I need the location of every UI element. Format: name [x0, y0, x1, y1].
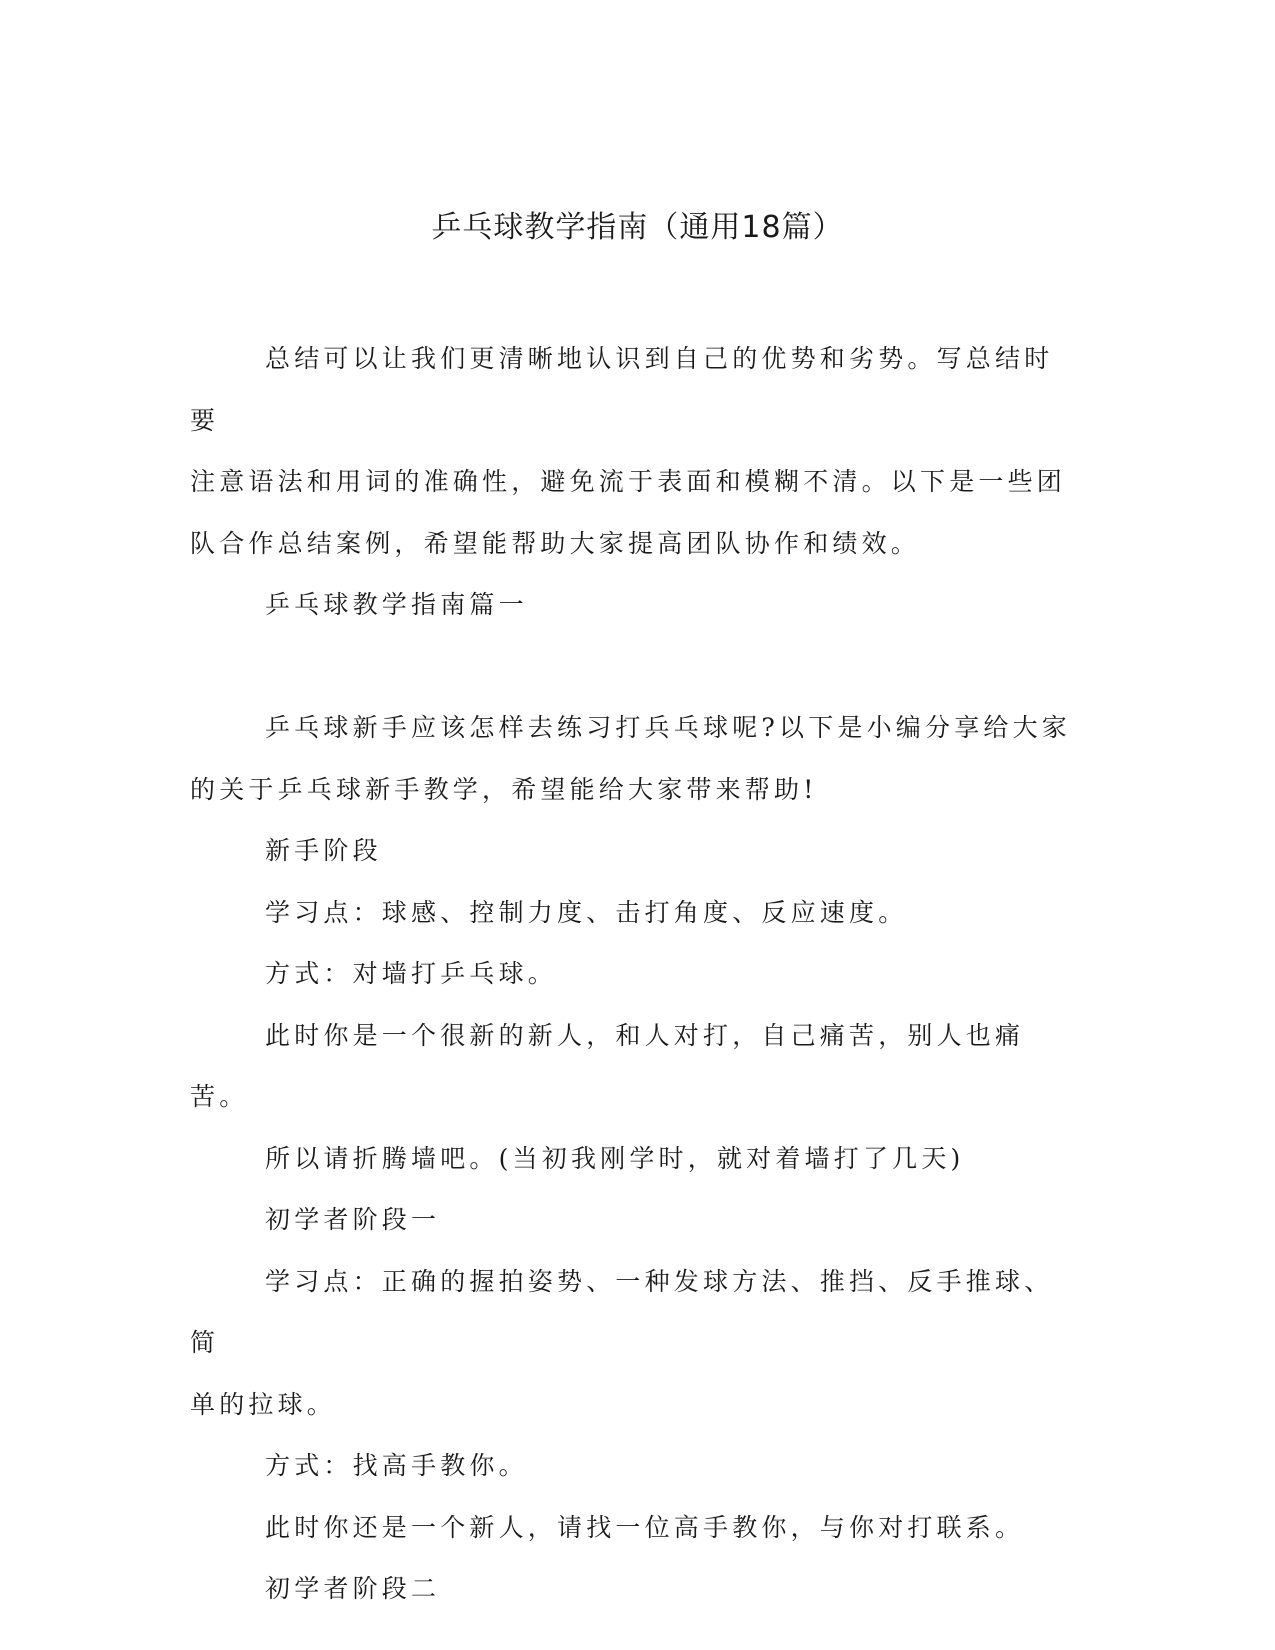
paragraph — [190, 1251, 1080, 1436]
text-line: 的关于乒乓球新手教学，希望能给大家带来帮助! — [190, 774, 818, 804]
document-title: 乒乓球教学指南（通用18篇） — [431, 210, 844, 245]
paragraph — [190, 1435, 1080, 1497]
text-line: 初学者阶段一 — [265, 1205, 441, 1234]
paragraph — [190, 1128, 1080, 1190]
text-line: 乒乓球教学指南篇一 — [265, 590, 528, 619]
blank-line — [190, 636, 1080, 698]
paragraph — [190, 882, 1080, 944]
text-line: 所以请折腾墙吧。(当初我刚学时，就对着墙打了几天) — [265, 1143, 965, 1173]
text-line: 单的拉球。 — [190, 1389, 337, 1419]
text-line: 方式：对墙打乒乓球。 — [265, 959, 558, 988]
paragraph — [190, 1005, 1080, 1128]
paragraph — [190, 820, 1080, 882]
paragraph — [190, 1189, 1080, 1251]
section-heading — [190, 574, 1080, 636]
text-line: 学习点：正确的握拍姿势、一种发球方法、推挡、反手推球、简 — [190, 1266, 1054, 1357]
paragraph — [190, 1497, 1080, 1559]
text-line: 队合作总结案例，希望能帮助大家提高团队协作和绩效。 — [190, 528, 921, 558]
paragraph-intro — [190, 328, 1080, 574]
paragraph — [190, 1558, 1080, 1620]
text-line: 初学者阶段二 — [265, 1574, 441, 1603]
text-line: 学习点：球感、控制力度、击打角度、反应速度。 — [265, 897, 908, 927]
paragraph — [190, 697, 1080, 820]
text-line: 注意语法和用词的准确性，避免流于表面和模糊不清。以下是一些团 — [190, 467, 1067, 496]
text-line: 新手阶段 — [265, 836, 382, 865]
text-line: 方式：找高手教你。 — [265, 1451, 528, 1480]
paragraph — [190, 943, 1080, 1005]
text-line: 此时你还是一个新人，请找一位高手教你，与你对打联系。 — [265, 1512, 1025, 1542]
text-line: 乒乓球新手应该怎样去练习打兵乓球呢?以下是小编分享给大家 — [265, 713, 1072, 742]
document-body — [190, 328, 1080, 1620]
text-line: 总结可以让我们更清晰地认识到自己的优势和劣势。写总结时要 — [190, 344, 1054, 435]
text-line: 此时你是一个很新的新人，和人对打，自己痛苦，别人也痛苦。 — [190, 1020, 1025, 1111]
